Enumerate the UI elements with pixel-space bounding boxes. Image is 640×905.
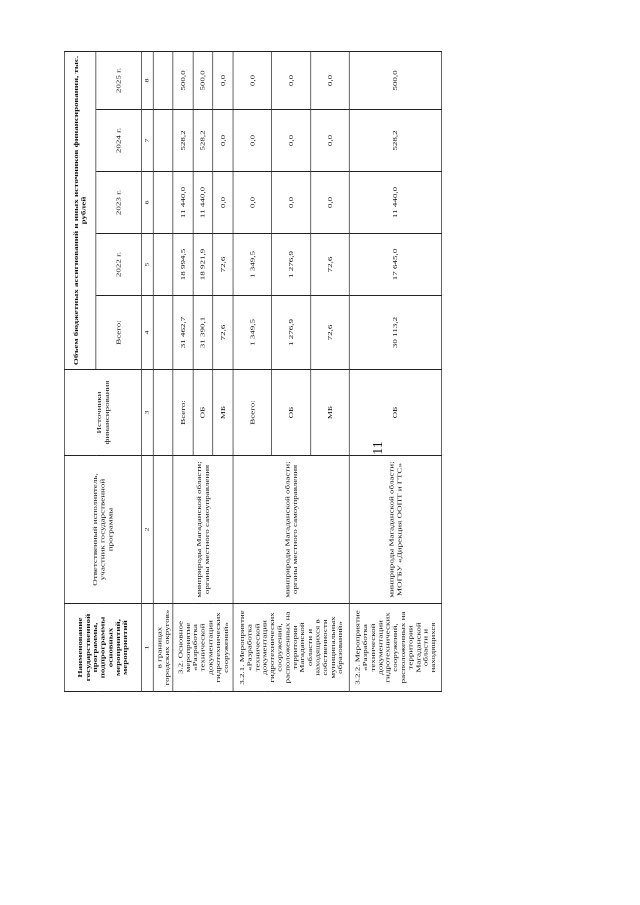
value-2025: 500,0 [349,51,441,109]
funding-source: МБ [311,370,350,456]
value-2024: 528,2 [173,110,193,172]
value-2023: 11 440,0 [173,172,193,234]
value-total: 31 390,1 [193,296,213,370]
header-executor: Ответственный исполнитель, участник государственной программы [64,456,141,604]
measure-3-2-executor: минприроды Магаданской области; органы местного самоуправления [173,456,233,604]
value-2024: 528,2 [193,110,213,172]
value-2025: 500,0 [173,51,193,109]
funding-source: ОБ [349,370,441,456]
value-total: 1 276,9 [272,296,311,370]
value-total: 72,6 [311,296,350,370]
value-2025: 0,0 [272,51,311,109]
program-name-continuation: в границах городских округов» [153,604,173,692]
funding-source: Всего: [173,370,193,456]
column-index: 7 [141,110,153,172]
header-2024: 2024 г. [96,110,142,172]
page-number: 11 [371,441,386,455]
value-2024: 0,0 [233,110,272,172]
funding-source: Всего: [233,370,272,456]
budget-table [64,51,442,692]
header-funding-source: Источники финансирования [64,370,141,456]
column-index: 4 [141,296,153,370]
value-2022: 1 349,5 [233,234,272,296]
value-2024: 528,2 [349,110,441,172]
header-budget-volume: Объем бюджетных ассигнований и иных источников финансирования, тыс. рублей [64,51,96,369]
value-2023: 11 440,0 [349,172,441,234]
value-2022: 18 921,9 [193,234,213,296]
header-program-name: Наименование государственной программы, подпрограммы основных мероприятий, мероприятий [64,604,141,692]
table-row-3-2-total [173,51,193,691]
measure-3-2-2-executor: минприроды Магаданской области; МОГБУ «Дирекция ООПТ и ГТС» [349,456,441,604]
value-total: 31 462,7 [173,296,193,370]
value-2022: 72,6 [311,234,350,296]
table-row-3-2-1-total [233,51,272,691]
header-2023: 2023 г. [96,172,142,234]
column-index: 6 [141,172,153,234]
value-2023: 0,0 [272,172,311,234]
value-2025: 0,0 [213,51,233,109]
value-2022: 18 994,5 [173,234,193,296]
value-2023: 0,0 [213,172,233,234]
funding-source: МБ [213,370,233,456]
value-2025: 500,0 [193,51,213,109]
table-row-3-2-2-ob [349,51,441,691]
value-2022: 17 645,0 [349,234,441,296]
measure-3-2-1-executor: минприроды Магаданской области; органы местного самоуправления [233,456,349,604]
value-2022: 1 276,9 [272,234,311,296]
value-2024: 0,0 [311,110,350,172]
value-2022: 72,6 [213,234,233,296]
value-2023: 0,0 [233,172,272,234]
measure-3-2-name: 3.2. Основное мероприятие «Разработка технической документации гидротехнических сооружений» [173,604,233,692]
header-total: Всего: [96,296,142,370]
column-index-row [141,51,153,691]
column-index: 3 [141,370,153,456]
column-index: 8 [141,51,153,109]
value-total: 1 349,5 [233,296,272,370]
funding-source: ОБ [272,370,311,456]
value-2023: 0,0 [311,172,350,234]
value-2024: 0,0 [272,110,311,172]
measure-3-2-1-name: 3.2.1. Мероприятие «Разработка технической документации гидротехнических сооружений, расположенных на территории Магаданской области и находящихся в собственности муниципальных образований» [233,604,349,692]
column-index: 2 [141,456,153,604]
value-2024: 0,0 [213,110,233,172]
header-2022: 2022 г. [96,234,142,296]
value-2023: 11 440,0 [193,172,213,234]
value-total: 30 113,2 [349,296,441,370]
funding-source: ОБ [193,370,213,456]
value-2025: 0,0 [311,51,350,109]
value-2025: 0,0 [233,51,272,109]
column-index: 5 [141,234,153,296]
column-index: 1 [141,604,153,692]
rotated-table-wrapper [64,0,640,686]
measure-3-2-2-name: 3.2.2. Мероприятие «Разработка технической документации гидротехнических сооружений, расположенных на территории Магаданской области и находящихся [349,604,441,692]
value-total: 72,6 [213,296,233,370]
header-2025: 2025 г. [96,51,142,109]
table-row-continuation [153,51,173,691]
